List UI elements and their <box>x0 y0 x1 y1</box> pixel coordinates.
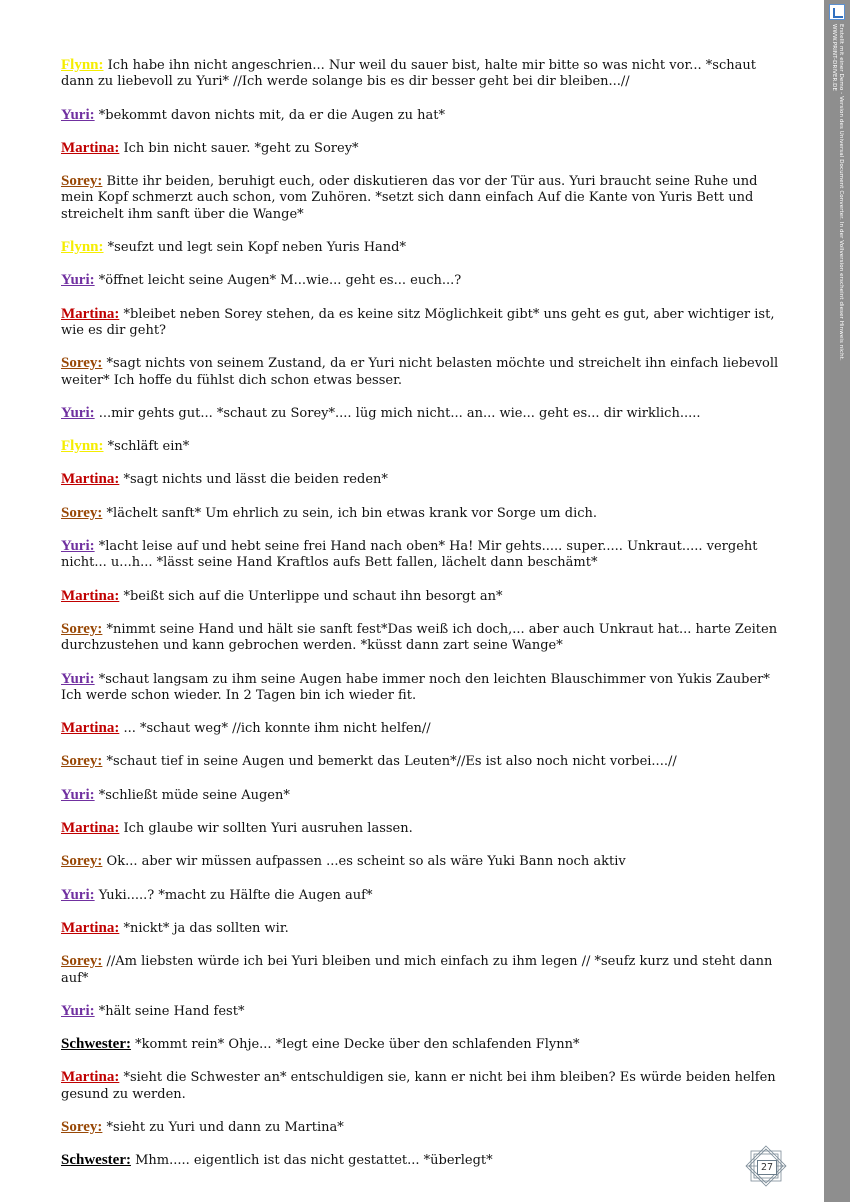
speaker-name: Schwester: <box>61 1152 131 1169</box>
speaker-name: Sorey: <box>61 504 103 521</box>
dialogue-text: *schaut langsam zu ihm seine Augen habe immer noch den leichten Blauschimmer von Yukis Zauber* Ich werde schon wieder. In 2 Tagen bin ich wieder fit. <box>61 671 770 703</box>
dialogue-entry <box>61 140 791 157</box>
dialogue-text: *lacht leise auf und hebt seine frei Hand nach oben* Ha! Mir gehts..... super..... Unkraut..... vergeht nicht... u...h... *lässt seine Hand Kraftlos aufs Bett fallen, lächelt dann beschämt* <box>61 539 758 571</box>
dialogue-entry <box>61 1003 791 1020</box>
dialogue-text: *hält seine Hand fest* <box>98 1003 245 1019</box>
converter-sidebar <box>824 0 850 1202</box>
speaker-name: Sorey: <box>61 173 103 190</box>
dialogue-entry <box>61 57 791 91</box>
speaker-name: Sorey: <box>61 953 103 970</box>
speaker-name: Flynn: <box>61 438 104 455</box>
dialogue-content <box>61 57 791 1186</box>
dialogue-entry <box>61 1152 791 1169</box>
dialogue-text: //Am liebsten würde ich bei Yuri bleiben und mich einfach zu ihm legen // *seufz kurz und steht dann auf* <box>61 954 773 986</box>
dialogue-text: *kommt rein* Ohje... *legt eine Decke über den schlafenden Flynn* <box>135 1037 580 1053</box>
speaker-name: Sorey: <box>61 853 103 870</box>
dialogue-text: Bitte ihr beiden, beruhigt euch, oder diskutieren das vor der Tür aus. Yuri braucht seine Ruhe und mein Kopf schmerzt auch schon, vom Zuhören. *setzt sich dann einfach Auf die Kante von Yuris Bett und streichelt ihm sanft über die Wange* <box>61 174 758 222</box>
dialogue-entry <box>61 438 791 455</box>
dialogue-entry <box>61 272 791 289</box>
dialogue-text: *sieht die Schwester an* entschuldigen sie, kann er nicht bei ihm bleiben? Es würde beiden helfen gesund zu werden. <box>61 1070 776 1102</box>
dialogue-entry <box>61 588 791 605</box>
speaker-name: Sorey: <box>61 753 103 770</box>
dialogue-text: *nimmt seine Hand und hält sie sanft fest*Das weiß ich doch,... aber auch Unkraut hat... harte Zeiten durchzustehen und kann gebrochen werden. *küsst dann zart seine Wange* <box>61 621 778 654</box>
speaker-name: Martina: <box>61 305 120 322</box>
sidebar-notice-line: Erstellt mit einer Demo - Version des Universal Document Converter. In der Vollversion erscheint dieser Hinweis nicht. <box>838 24 844 361</box>
dialogue-entry <box>61 671 791 705</box>
speaker-name: Flynn: <box>61 239 104 256</box>
speaker-name: Sorey: <box>61 355 103 372</box>
speaker-name: Martina: <box>61 139 120 156</box>
dialogue-text: *bekommt davon nichts mit, da er die Augen zu hat* <box>98 107 445 123</box>
speaker-name: Martina: <box>61 820 120 837</box>
dialogue-entry <box>61 505 791 522</box>
dialogue-entry <box>61 173 791 223</box>
page-number: 27 <box>757 1160 777 1175</box>
speaker-name: Flynn: <box>61 57 104 73</box>
speaker-name: Yuri: <box>61 272 95 289</box>
dialogue-entry <box>61 538 791 572</box>
dialogue-entry <box>61 920 791 937</box>
speaker-name: Martina: <box>61 919 120 936</box>
dialogue-text: *bleibet neben Sorey stehen, da es keine sitz Möglichkeit gibt* uns geht es gut, aber wichtiger ist, wie es dir geht? <box>61 306 775 338</box>
dialogue-entry <box>61 621 791 655</box>
dialogue-entry <box>61 306 791 340</box>
dialogue-text: *schläft ein* <box>107 439 190 455</box>
speaker-name: Yuri: <box>61 786 95 803</box>
dialogue-text: *beißt sich auf die Unterlippe und schaut ihn besorgt an* <box>123 588 503 604</box>
speaker-name: Yuri: <box>61 886 95 903</box>
dialogue-text: ...mir gehts gut... *schaut zu Sorey*.... lüg mich nicht... an... wie... geht es... dir wirklich..... <box>98 405 701 421</box>
speaker-name: Yuri: <box>61 538 95 555</box>
dialogue-entry <box>61 471 791 488</box>
speaker-name: Sorey: <box>61 1118 103 1135</box>
dialogue-entry <box>61 1069 791 1103</box>
dialogue-entry <box>61 239 791 256</box>
dialogue-entry <box>61 953 791 987</box>
dialogue-text: Ich glaube wir sollten Yuri ausruhen lassen. <box>123 821 413 837</box>
sidebar-notice <box>830 24 844 361</box>
speaker-name: Yuri: <box>61 404 95 421</box>
dialogue-text: ... *schaut weg* //ich konnte ihm nicht helfen// <box>123 721 431 737</box>
speaker-name: Sorey: <box>61 620 103 637</box>
dialogue-text: *seufzt und legt sein Kopf neben Yuris Hand* <box>107 240 406 256</box>
dialogue-text: *sagt nichts von seinem Zustand, da er Yuri nicht belasten möchte und streichelt ihn einfach liebevoll weiter* Ich hoffe du fühlst dich schon etwas besser. <box>61 356 779 388</box>
dialogue-entry <box>61 355 791 389</box>
dialogue-text: Mhm..... eigentlich ist das nicht gestattet... *überlegt* <box>135 1153 493 1169</box>
dialogue-entry <box>61 753 791 770</box>
dialogue-text: Yuki.....? *macht zu Hälfte die Augen auf* <box>98 887 373 903</box>
speaker-name: Martina: <box>61 471 120 488</box>
dialogue-text: *schließt müde seine Augen* <box>98 787 290 803</box>
dialogue-text: *sagt nichts und lässt die beiden reden* <box>123 472 388 488</box>
dialogue-text: *schaut tief in seine Augen und bemerkt das Leuten*//Es ist also noch nicht vorbei....// <box>106 754 677 770</box>
dialogue-entry <box>61 720 791 737</box>
sidebar-url: WWW.PRINT-DRIVER.DE <box>831 24 837 92</box>
converter-logo-icon <box>829 4 845 20</box>
dialogue-entry <box>61 820 791 837</box>
speaker-name: Martina: <box>61 1069 120 1086</box>
dialogue-text: Ich bin nicht sauer. *geht zu Sorey* <box>123 140 359 156</box>
speaker-name: Martina: <box>61 720 120 737</box>
dialogue-text: *lächelt sanft* Um ehrlich zu sein, ich bin etwas krank vor Sorge um dich. <box>106 505 598 521</box>
dialogue-entry <box>61 1036 791 1053</box>
dialogue-entry <box>61 1119 791 1136</box>
dialogue-text: Ok... aber wir müssen aufpassen ...es scheint so als wäre Yuki Bann noch aktiv <box>106 854 626 870</box>
dialogue-entry <box>61 787 791 804</box>
dialogue-text: Ich habe ihn nicht angeschrien... Nur weil du sauer bist, halte mir bitte so was nicht vor... *schaut dann zu liebevoll zu Yuri* //Ich werde solange bis es dir besser geht bei dir bleiben...// <box>61 58 756 90</box>
speaker-name: Yuri: <box>61 106 95 123</box>
speaker-name: Yuri: <box>61 1002 95 1019</box>
dialogue-entry <box>61 853 791 870</box>
page-number-badge <box>745 1145 787 1187</box>
dialogue-text: *nickt* ja das sollten wir. <box>123 920 289 936</box>
dialogue-text: *sieht zu Yuri und dann zu Martina* <box>106 1119 344 1135</box>
speaker-name: Yuri: <box>61 670 95 687</box>
dialogue-entry <box>61 107 791 124</box>
dialogue-entry <box>61 887 791 904</box>
speaker-name: Martina: <box>61 587 120 604</box>
dialogue-entry <box>61 405 791 422</box>
dialogue-text: *öffnet leicht seine Augen* M...wie... geht es... euch...? <box>98 273 462 289</box>
speaker-name: Schwester: <box>61 1036 131 1053</box>
